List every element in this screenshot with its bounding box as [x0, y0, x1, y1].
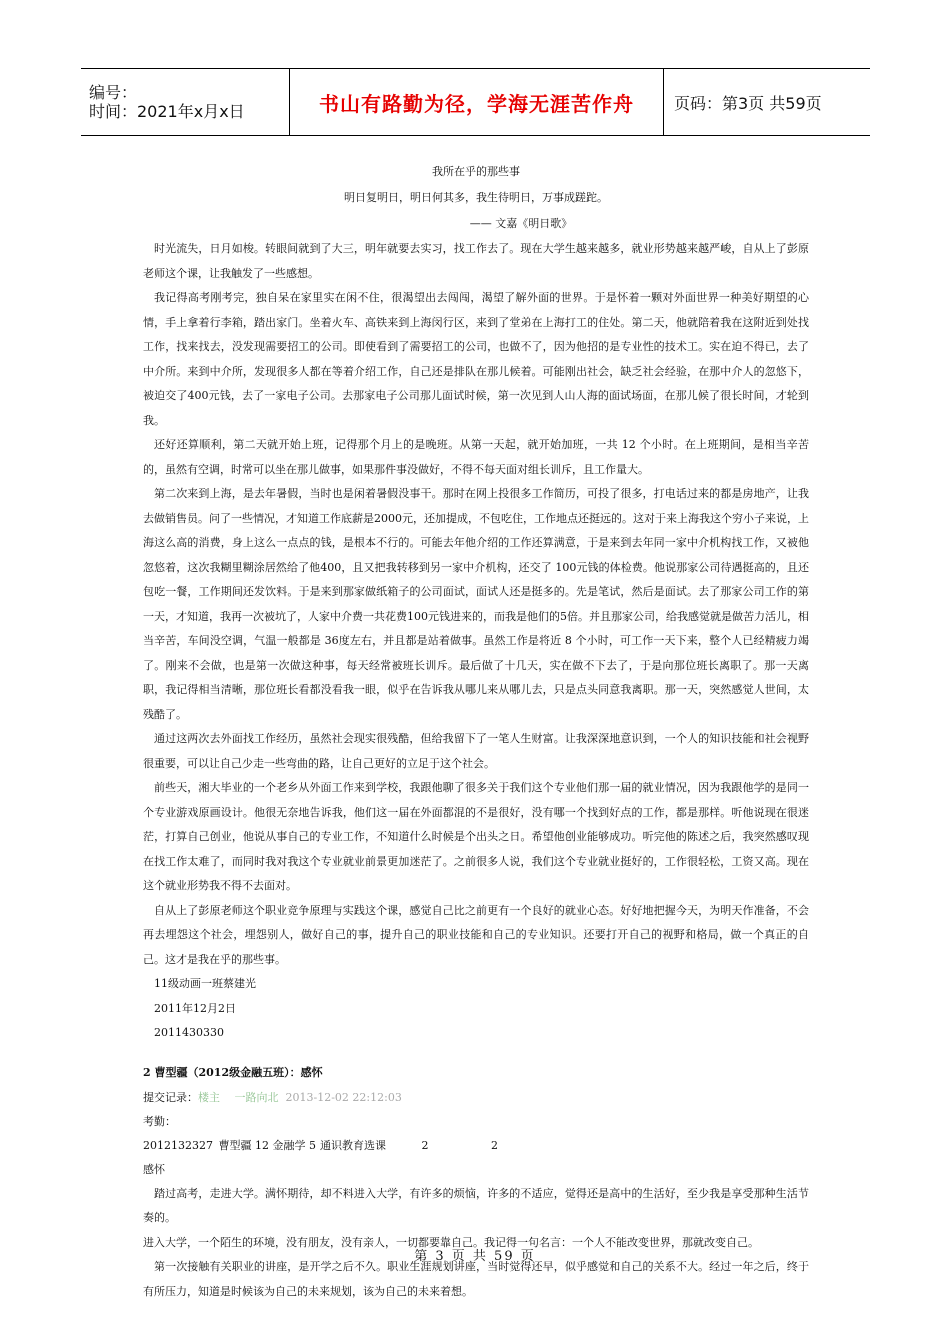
signature-id: 2011430330	[154, 1026, 224, 1039]
paragraph: 第二次来到上海，是去年暑假，当时也是闲着暑假没事干。那时在网上投很多工作简历，可投了很多，打电话过来的都是房地产，让我去做销售员。问了一些情况，才知道工作底薪是2000元，还加提成，不包吃住，工作地点还挺远的。这对于来上海我这个穷小子来说，上海这么高的消费，身上这么一点点的钱，是根本不行的。可能去年他介绍的工作还算满意，于是来到去年同一家中介机构找工作，又被他忽悠着，这次我糊里糊涂居然给了他400，且又把我转移到另一家中介机构，还交了 100元钱的体检费。他说那家公司待遇挺高的，且还包吃一餐，工作期间还发饮料。于是来到那家做纸箱子的公司面试，面试人还是挺多的。先是笔试，然后是面试。去了那家公司工作的第一天，才知道，我再一次被坑了，人家中介费一共花费100元钱进来的，而我是他们的5倍。并且那家公司，给我感觉就是做苦力活儿，相当辛苦，车间没空调，气温一般都是 36度左右，并且都是站着做事。虽然工作是将近 8 个小时，可工作一天下来，整个人已经精疲力竭了。刚来不会做，也是第一次做这种事，每天经常被班长训斥。最后做了十几天，实在做不下去了，于是向那位班长离职了。那一天离职，我记得相当清晰，那位班长看都没看我一眼，似乎在告诉我从哪儿来从哪儿去，只是点头同意我离职。那一天，突然感觉人世间，太残酷了。	[143, 487, 809, 721]
submit-time: 2013-12-02 22:12:03	[285, 1090, 402, 1104]
header-meta-cell	[81, 69, 290, 136]
paragraph: 踏过高考，走进大学。满怀期待，却不料进入大学，有许多的烦恼，许多的不适应，觉得还是高中的生活好，至少我是享受那种生活节奏的。	[143, 1186, 809, 1224]
header-table	[81, 68, 870, 136]
article-subtitle: 感怀	[143, 1162, 165, 1176]
paragraph: 自从上了彭原老师这个职业竞争原理与实践这个课，感觉自己比之前更有一个良好的就业心态。好好地把握今天，为明天作准备，不会再去埋怨这个社会，埋怨别人，做好自己的事，提升自己的职业技能和自己的专业知识。还要打开自己的视野和格局，做一个真正的自己。这才是我在乎的那些事。	[143, 903, 809, 966]
paragraph: 第一次接触有关职业的讲座，是开学之后不久。职业生涯规划讲座，当时觉得还早，似乎感觉和自己的关系不大。经过一年之后，终于有所压力，知道是时候该为自己的未来规划，该为自己的未来着想。	[143, 1260, 809, 1298]
submit-user: 楼主 一路向北	[198, 1090, 279, 1104]
signature-date: 2011年12月2日	[154, 1001, 236, 1015]
header-page-info: 页码：第3页 共59页	[664, 69, 871, 136]
time-label: 时间：2021年x月x日	[89, 102, 245, 121]
paragraph: 我记得高考刚考完，独自呆在家里实在闲不住，很渴望出去闯闯，渴望了解外面的世界。于是怀着一颗对外面世界一种美好期望的心情，手上拿着行李箱，踏出家门。坐着火车、高铁来到上海闵行区，来到了堂弟在上海打工的住处。第二天，他就陪着我在这附近到处找工作，找来找去，没发现需要招工的公司。即使看到了需要招工的公司，也做不了，因为他招的是专业性的技术工。实在迫不得已，去了中介所。来到中介所，发现很多人都在等着介绍工作，自己还是排队在那儿候着。可能刚出社会，缺乏社会经验，在那中介人的忽悠下，被迫交了400元钱，去了一家电子公司。去那家电子公司那儿面试时候，第一次见到人山人海的面试场面，在那儿候了很长时间，才轮到我。	[143, 291, 809, 427]
epigraph-attribution: —— 文嘉《明日歌》	[469, 217, 573, 230]
document-body	[143, 159, 809, 1304]
epigraph: 明日复明日，明日何其多，我生待明日，万事成蹉跎。	[344, 191, 608, 204]
attendance-row	[143, 1110, 809, 1158]
number-label: 编号：	[89, 83, 138, 102]
submit-label: 提交记录：	[143, 1090, 198, 1104]
header-motto: 书山有路勤为径，学海无涯苦作舟	[290, 69, 664, 136]
article-title: 我所在乎的那些事	[432, 165, 520, 178]
page-footer: 第 3 页 共 59 页	[414, 1249, 536, 1264]
attendance-n2: 2	[491, 1138, 498, 1152]
section-heading: 2 曹型疆（2012级金融五班）：感怀	[143, 1065, 323, 1079]
paragraph: 时光流失，日月如梭。转眼间就到了大三，明年就要去实习，找工作去了。现在大学生越来越多，就业形势越来越严峻，自从上了彭原老师这个课，让我触发了一些感想。	[143, 242, 809, 280]
attendance-course: 通识教育选课	[320, 1138, 386, 1152]
paragraph: 前些天，湘大毕业的一个老乡从外面工作来到学校，我跟他聊了很多关于我们这个专业他们那一届的就业情况，因为我跟他学的是同一个专业游戏原画设计。他很无奈地告诉我，他们这一届在外面都混的不是很好，没有哪一个找到好点的工作，都是那样。听他说现在很迷茫，打算自己创业，他说从事自己的专业工作，不知道什么时候是个出头之日。希望他创业能够成功。听完他的陈述之后，我突然感叹现在找工作太难了，而同时我对我这个专业就业前景更加迷茫了。之前很多人说，我们这个专业就业挺好的，工作很轻松，工资又高。现在这个就业形势我不得不去面对。	[143, 781, 809, 892]
paragraph: 进入大学，一个陌生的环境，没有朋友，没有亲人，一切都要靠自己。我记得一句名言：一个人不能改变世界，那就改变自己。	[143, 1235, 759, 1249]
paragraph: 还好还算顺利，第二天就开始上班，记得那个月上的是晚班。从第一天起，就开始加班，一共 12 个小时。在上班期间，是相当辛苦的，虽然有空调，时常可以坐在那儿做事，如果那件事没做好，不得不每天面对组长训斥，且工作量大。	[143, 438, 809, 476]
signature-class: 11级动画一班蔡建光	[154, 977, 256, 990]
attendance-n1: 2	[421, 1138, 429, 1152]
attendance-label: 考勤：2012132327	[143, 1114, 213, 1152]
attendance-name: 曹型疆 12 金融学 5	[218, 1138, 316, 1152]
paragraph: 通过这两次去外面找工作经历，虽然社会现实很残酷，但给我留下了一笔人生财富。让我深深地意识到，一个人的知识技能和社会视野很重要，可以让自己少走一些弯曲的路，让自己更好的立足于这个社会。	[143, 732, 809, 770]
submit-record	[143, 1086, 809, 1110]
